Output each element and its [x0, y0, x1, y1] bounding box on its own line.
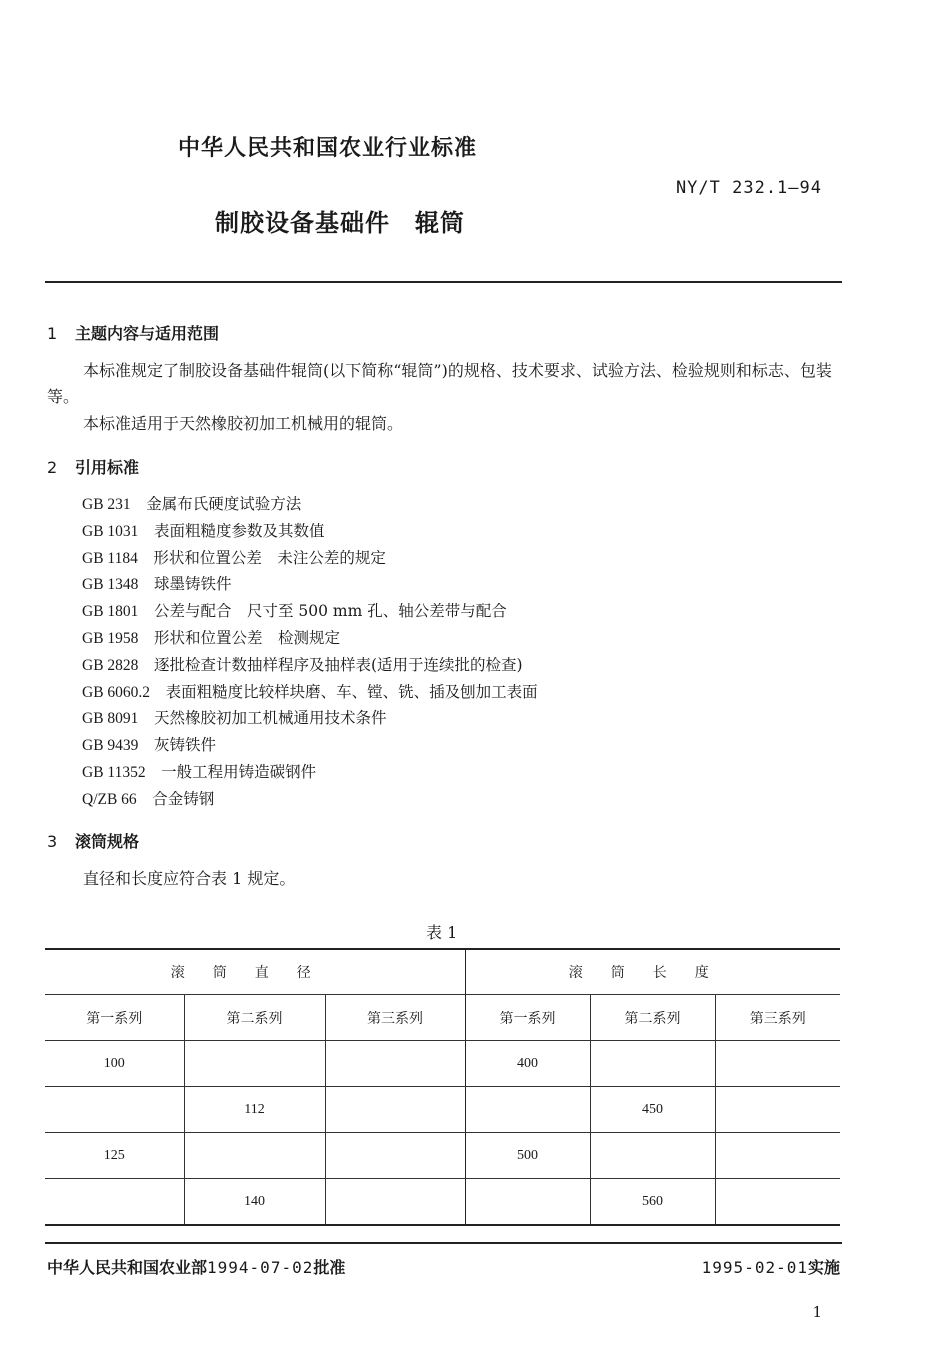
column-header: 第一系列 [465, 995, 590, 1041]
table-cell [325, 1133, 465, 1179]
table-cell: 560 [590, 1179, 715, 1226]
reference-title: 形状和位置公差 未注公差的规定 [153, 548, 386, 567]
reference-code: GB 11352 [82, 763, 146, 781]
column-header: 第一系列 [45, 995, 184, 1041]
page-number: 1 [812, 1303, 822, 1321]
section-title: 引用标准 [75, 458, 140, 477]
section-title: 主题内容与适用范围 [75, 324, 220, 343]
effective-suffix: 实施 [807, 1258, 840, 1277]
table-cell [45, 1179, 184, 1226]
section-number: 1 [47, 324, 58, 343]
reference-item [82, 491, 538, 518]
table-cell [325, 1087, 465, 1133]
section-1-paragraph-1: 本标准规定了制胶设备基础件辊筒(以下简称“辊筒”)的规格、技术要求、试验方法、检验规则和标志、包装等。 [47, 361, 832, 406]
table-cell [45, 1087, 184, 1133]
column-header: 第二系列 [590, 995, 715, 1041]
approval-date: 1994-07-02 [207, 1258, 314, 1277]
table-column-header-row [45, 995, 840, 1041]
approval-statement [47, 1255, 345, 1278]
header-divider [45, 281, 842, 283]
reference-title: 金属布氏硬度试验方法 [146, 495, 302, 513]
table-cell [715, 1133, 840, 1179]
reference-title: 表面粗糙度参数及其数值 [153, 521, 325, 540]
table-cell [715, 1179, 840, 1226]
reference-code: GB 1031 [82, 522, 139, 540]
reference-code: GB 8091 [82, 710, 139, 728]
effective-statement [702, 1255, 840, 1278]
approval-suffix: 批准 [313, 1258, 346, 1277]
reference-title: 公差与配合 尺寸至 500 mm 孔、轴公差带与配合 [153, 602, 507, 621]
table-cell: 400 [465, 1041, 590, 1087]
table-cell [715, 1087, 840, 1133]
effective-date: 1995-02-01 [701, 1258, 808, 1277]
reference-code: GB 231 [82, 496, 131, 513]
footer-divider [45, 1242, 842, 1244]
reference-title: 一般工程用铸造碳钢件 [161, 762, 317, 781]
section-3-paragraph-1: 直径和长度应符合表 1 规定。 [83, 869, 296, 888]
approver: 中华人民共和国农业部 [47, 1258, 208, 1277]
table-cell: 500 [465, 1133, 590, 1179]
issuing-organization: 中华人民共和国农业行业标准 [178, 136, 478, 161]
group-header-diameter: 滚筒直径 [45, 949, 465, 995]
reference-code: GB 1184 [82, 549, 138, 567]
reference-item [82, 652, 538, 679]
table-cell: 125 [45, 1133, 184, 1179]
column-header: 第三系列 [715, 995, 840, 1041]
group-header-length: 滚筒长度 [465, 949, 840, 995]
reference-item [82, 625, 538, 652]
reference-title: 逐批检查计数抽样程序及抽样表(适用于连续批的检查) [153, 655, 523, 674]
table-cell: 140 [184, 1179, 325, 1226]
table-cell [184, 1133, 325, 1179]
reference-item [82, 679, 538, 706]
spec-table [45, 948, 840, 1226]
table-cell [184, 1041, 325, 1087]
table-cell: 100 [45, 1041, 184, 1087]
table-row [45, 1041, 840, 1087]
table-cell [590, 1041, 715, 1087]
document-title: 制胶设备基础件 辊筒 [215, 209, 465, 237]
table-cell [715, 1041, 840, 1087]
section-2-heading [47, 455, 139, 478]
reference-code: Q/ZB 66 [82, 790, 137, 808]
table-cell [590, 1133, 715, 1179]
section-number: 3 [47, 832, 58, 851]
section-1-heading [47, 321, 219, 344]
reference-item [82, 545, 538, 572]
reference-item [82, 518, 538, 545]
table-row [45, 1133, 840, 1179]
reference-item [82, 786, 538, 813]
reference-title: 合金铸钢 [152, 789, 215, 808]
section-number: 2 [47, 458, 58, 477]
table-cell: 112 [184, 1087, 325, 1133]
reference-code: GB 1958 [82, 629, 139, 647]
reference-title: 球墨铸铁件 [153, 575, 232, 594]
table-cell [465, 1087, 590, 1133]
table-caption: 表 1 [426, 923, 458, 942]
column-header: 第三系列 [325, 995, 465, 1041]
table-group-header-row [45, 949, 840, 995]
standard-number: NY/T 232.1—94 [675, 178, 822, 198]
table-cell [325, 1179, 465, 1226]
section-3-heading [47, 829, 139, 852]
reference-item [82, 759, 538, 786]
table-row [45, 1087, 840, 1133]
table-cell: 450 [590, 1087, 715, 1133]
reference-list [82, 491, 538, 813]
reference-title: 表面粗糙度比较样块磨、车、镗、铣、插及刨加工表面 [165, 682, 538, 701]
reference-title: 灰铸铁件 [153, 736, 216, 755]
reference-code: GB 9439 [82, 737, 139, 755]
reference-item [82, 571, 538, 598]
reference-code: GB 1348 [82, 576, 139, 594]
reference-code: GB 1801 [82, 603, 139, 621]
table-cell [325, 1041, 465, 1087]
reference-code: GB 6060.2 [82, 683, 151, 701]
reference-title: 天然橡胶初加工机械通用技术条件 [153, 709, 387, 728]
section-1-paragraph-2: 本标准适用于天然橡胶初加工机械用的辊筒。 [83, 414, 404, 433]
section-title: 滚筒规格 [75, 832, 140, 851]
table-cell [465, 1179, 590, 1226]
reference-item [82, 598, 538, 625]
reference-item [82, 705, 538, 732]
table-row [45, 1179, 840, 1226]
reference-item [82, 732, 538, 759]
reference-title: 形状和位置公差 检测规定 [153, 628, 340, 647]
column-header: 第二系列 [184, 995, 325, 1041]
reference-code: GB 2828 [82, 656, 139, 674]
